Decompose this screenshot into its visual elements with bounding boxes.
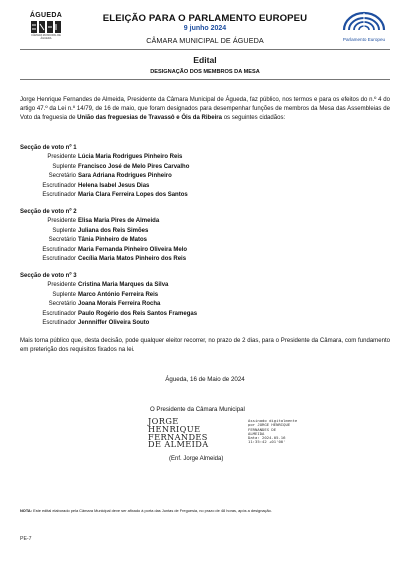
header-divider xyxy=(20,49,390,50)
member-name: Maria Clara Ferreira Lopes dos Santos xyxy=(78,192,188,198)
member-name: Elisa Maria Pires de Almeida xyxy=(78,218,160,224)
member-role: Presidente xyxy=(47,154,76,160)
election-title: ELEIÇÃO PARA O PARLAMENTO EUROPEU xyxy=(102,13,308,24)
signature-meta-line: por JORGE HENRIQUE xyxy=(248,422,291,428)
member-row xyxy=(20,163,380,173)
voting-section-2 xyxy=(20,208,380,265)
municipality-logo xyxy=(26,12,66,40)
parliament-label: Parlamento Europeu xyxy=(342,37,386,42)
municipality-logo-name: ÁGUEDA xyxy=(29,12,63,19)
signature-meta-line: 11:35:42 +01'00' xyxy=(248,439,286,445)
member-row xyxy=(20,217,380,227)
note-label: NOTA: xyxy=(20,508,33,513)
parliament-hemicycle-icon xyxy=(341,11,387,31)
member-name: Tânia Pinheiro de Matos xyxy=(78,237,148,243)
member-name: Paulo Rogério dos Reis Santos Framegas xyxy=(78,310,198,317)
note-text: Este edital elaborado pela Câmara Municipal deve ser afixado à porta das Juntas de Freguesia, no prazo de 48 horas, após a designação. xyxy=(32,508,272,513)
member-role: Presidente xyxy=(47,218,76,224)
document-subtitle: DESIGNAÇÃO DOS MEMBROS DA MESA xyxy=(150,69,260,75)
member-row xyxy=(20,191,380,201)
member-row xyxy=(20,319,380,329)
document-code: PE-7 xyxy=(20,536,32,542)
member-row xyxy=(20,310,380,320)
title-divider xyxy=(20,79,390,80)
digital-signature xyxy=(148,418,308,454)
member-role: Escrutinador xyxy=(42,192,76,198)
member-role: Escrutinador xyxy=(42,246,76,253)
closing-paragraph: Mais torna público que, desta decisão, pode qualquer eleitor recorrer, no prazo de 2 dias, para o Presidente da Câmara, com fundamento em preterição dos requisitos fixados na lei. xyxy=(20,338,390,354)
member-role: Secretário xyxy=(48,237,76,243)
signature-meta-line: ALMEIDA xyxy=(248,430,265,436)
member-row xyxy=(20,227,380,237)
member-role: Secretário xyxy=(48,173,76,179)
president-label: O Presidente da Câmara Municipal xyxy=(150,406,245,413)
member-name: Joana Morais Ferreira Rocha xyxy=(78,301,161,307)
place-date: Águeda, 16 de Maio de 2024 xyxy=(165,376,245,383)
intro-paragraph xyxy=(20,96,390,124)
member-role: Secretário xyxy=(48,301,76,307)
signer-printed-name: (Enf. Jorge Almeida) xyxy=(169,456,224,462)
signature-name-line: JORGE xyxy=(148,416,179,426)
member-role: Suplente xyxy=(52,291,76,298)
member-role: Escrutinador xyxy=(42,182,76,189)
member-name: Sara Adriana Rodrigues Pinheiro xyxy=(78,173,172,179)
intro-text-2: os seguintes cidadãos: xyxy=(222,115,286,122)
member-row xyxy=(20,172,380,182)
signature-name xyxy=(148,418,209,449)
member-role: Escrutinador xyxy=(42,320,76,326)
member-row xyxy=(20,300,380,310)
signature-name-line: FERNANDES xyxy=(148,431,208,442)
organization-name: CÂMARA MUNICIPAL DE ÁGUEDA xyxy=(146,36,264,45)
section-title: Secção de voto nº 2 xyxy=(20,209,77,215)
footer-note xyxy=(20,508,395,513)
signature-meta-line: Data: 2024.05.16 xyxy=(248,435,286,441)
member-name: Helena Isabel Jesus Dias xyxy=(78,182,150,189)
signature-name-line: DE ALMEIDA xyxy=(148,439,209,450)
section-title: Secção de voto nº 3 xyxy=(20,273,77,279)
signature-metadata xyxy=(248,419,297,445)
member-row xyxy=(20,281,380,291)
member-name: Francisco José de Melo Pires Carvalho xyxy=(78,163,190,170)
member-row xyxy=(20,291,380,301)
signature-meta-line: Assinado digitalmente xyxy=(248,418,298,423)
voting-section-3 xyxy=(20,272,380,329)
member-row xyxy=(20,255,380,265)
member-name: Lúcia Maria Rodrigues Pinheiro Reis xyxy=(78,154,183,160)
european-parliament-logo xyxy=(336,11,392,42)
member-name: Cecília Maria Matos Pinheiro dos Reis xyxy=(78,256,187,262)
member-name: Juliana dos Reis Simões xyxy=(78,227,149,234)
member-row xyxy=(20,153,380,163)
member-role: Escrutinador xyxy=(42,256,76,262)
member-name: Marco António Ferreira Reis xyxy=(78,291,159,298)
election-date: 9 junho 2024 xyxy=(183,25,227,32)
member-role: Presidente xyxy=(47,282,76,288)
signature-name-line: HENRIQUE xyxy=(148,423,201,434)
member-role: Escrutinador xyxy=(42,310,76,317)
signature-meta-line: FERNANDES DE xyxy=(248,426,277,432)
member-name: Cristina Maria Marques da Silva xyxy=(78,282,169,288)
voting-section-1 xyxy=(20,144,380,201)
member-row xyxy=(20,246,380,256)
municipality-logo-sub: CÂMARA MUNICIPAL DE ÁGUEDA xyxy=(31,34,61,40)
parish-name: União das freguesias de Travassô e Óis da Ribeira xyxy=(77,115,223,122)
member-row xyxy=(20,182,380,192)
member-role: Suplente xyxy=(52,163,76,170)
intro-text-1: Jorge Henrique Fernandes de Almeida, Presidente da Câmara Municipal de Águeda, faz público, nos termos e para os efeitos do n.º 4 do artigo 47.º da Lei n.º 14/79, de 16 de maio, que foram designados para desempenhar funções de membros da Mesa das Assembleias de Voto da freguesia de xyxy=(20,97,390,122)
section-title: Secção de voto nº 1 xyxy=(20,145,77,151)
member-name: Maria Fernanda Pinheiro Oliveira Melo xyxy=(78,246,188,253)
member-name: Jennniffer Oliveira Souto xyxy=(78,320,150,326)
agueda-emblem-icon xyxy=(31,21,61,33)
document-title: Edital xyxy=(193,55,217,65)
member-row xyxy=(20,236,380,246)
member-role: Suplente xyxy=(52,227,76,234)
